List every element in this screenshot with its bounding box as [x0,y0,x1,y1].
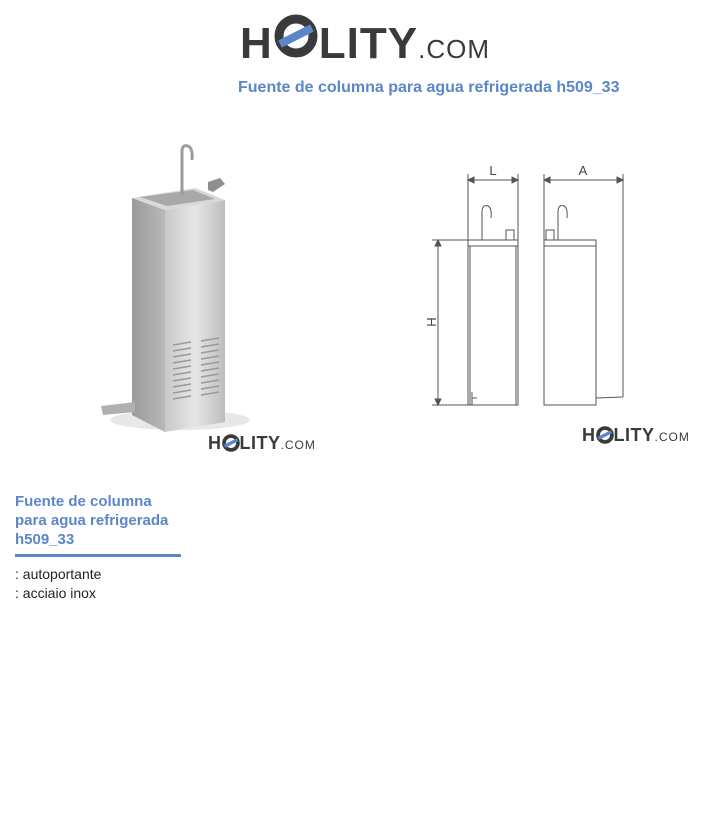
cabinet-side [132,198,165,432]
brand-logo-small: H LITY .COM [208,433,316,453]
logo-o-icon [596,426,614,444]
dim-label-l: L [489,163,497,178]
logo-lity: LITY [318,19,419,68]
cabinet-front [165,200,225,432]
logo-com: .COM [418,34,490,64]
feature-item: : acciaio inox [15,585,96,601]
title-divider [15,554,181,557]
technical-drawing [420,160,640,410]
logo-o-icon [274,14,318,58]
page-subtitle: Fuente de columna para agua refrigerada h509_33 [238,79,620,96]
dim-label-a: A [578,163,588,178]
product-title: Fuente de columna para agua refrigerada h509_33 [15,493,169,548]
logo-o-icon [222,434,240,452]
product-photo [95,140,255,440]
dim-label-h: H [424,317,439,327]
brand-logo-small-2: H LITY .COM [582,425,690,445]
logo-h: H [240,19,273,68]
feature-item: : autoportante [15,566,102,582]
brand-logo[interactable] [240,14,490,66]
